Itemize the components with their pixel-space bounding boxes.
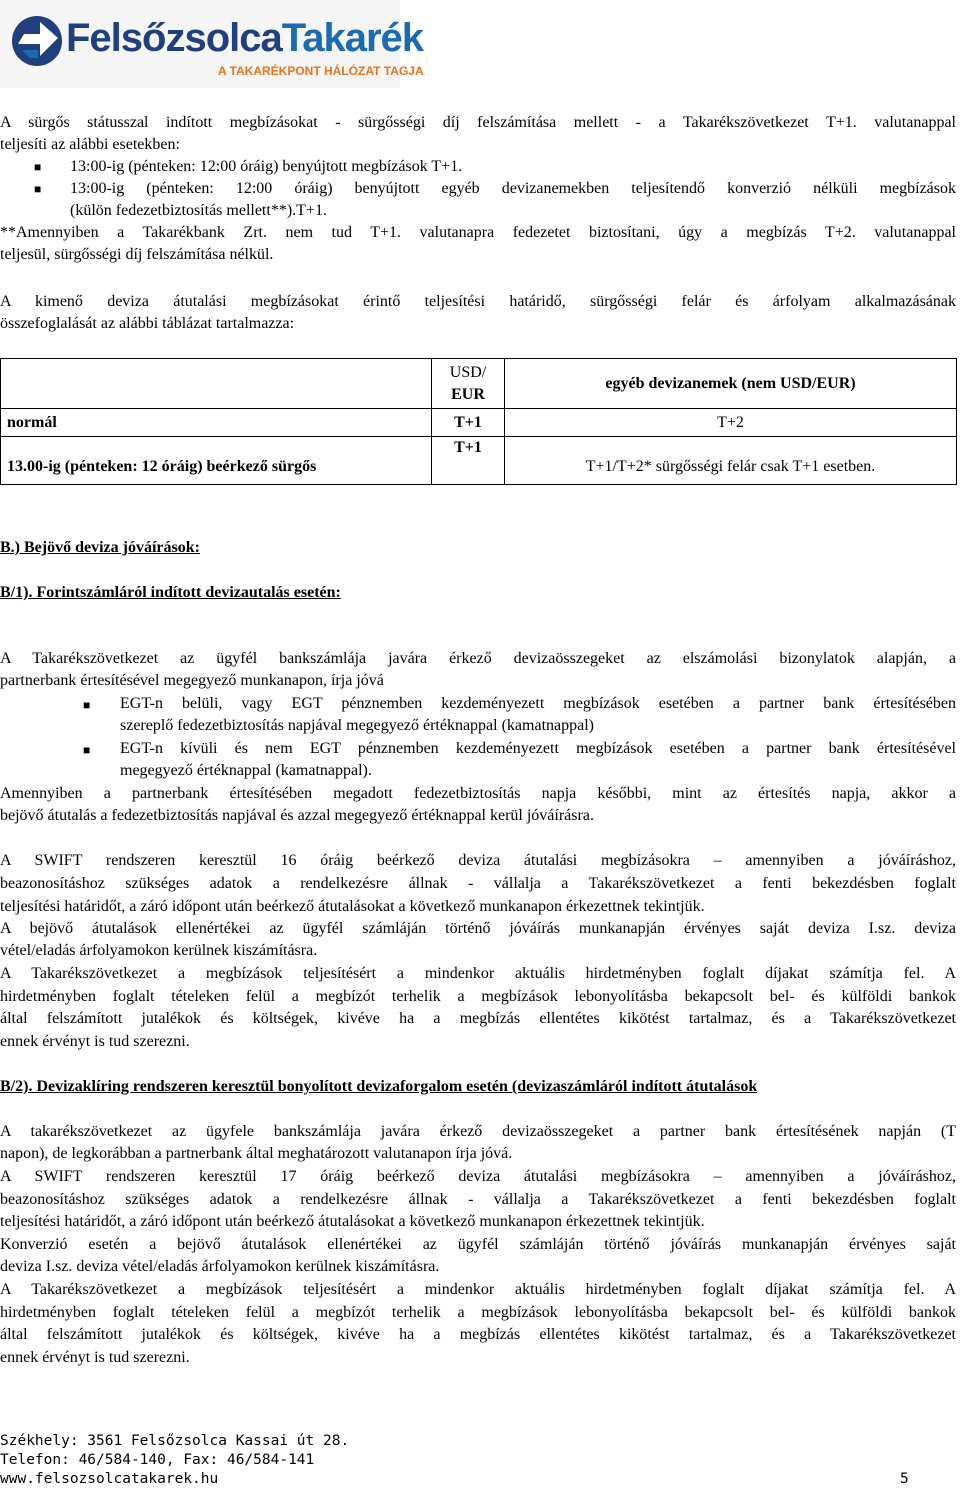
logo-name-part2: Takarék xyxy=(281,16,424,60)
b1-bullet-2-line-1: EGT-n kívüli és nem EGT pénznemben kezdeményezett megbízások esetében a partner bank értesítésével xyxy=(120,740,956,757)
intro-note-line-1: **Amennyiben a Takarékbank Zrt. nem tud T+1. valutanapra fedezetet biztosítani, úgy a megbízás T+2. valutanappal xyxy=(0,224,956,241)
footer-phone: Telefon: 46/584-140, Fax: 46/584-141 xyxy=(0,1452,315,1468)
b1-para-2-line-2: bejövő átutalás a fedezetbiztosítás napjával és azzal megegyező értéknappal kerül jóváírásra. xyxy=(0,807,594,824)
intro-bullet-2-cont: (külön fedezetbiztosítás mellett**).T+1. xyxy=(70,202,327,219)
table-row xyxy=(1,409,957,437)
square-bullet-icon: ■ xyxy=(34,182,42,196)
intro-line-2: teljesíti az alábbi esetekben: xyxy=(0,136,180,153)
table-header-other: egyéb devizanemek (nem USD/EUR) xyxy=(505,359,957,409)
section-b2-heading: B/2). Devizaklíring rendszeren keresztül bonyolított devizaforgalom esetén (devizaszámláról indított átutalások xyxy=(0,1078,758,1095)
b1-para-3-line-2: beazonosításhoz szükséges adatok a rendelkezésre állnak - vállalja a Takarékszövetkezet a fenti bekezdésben foglalt xyxy=(0,875,956,892)
logo-wordmark xyxy=(66,16,423,60)
b2-para-line-5: teljesítési határidőt, a záró időpont után beérkező átutalásokat a következő munkanapon érkezettnek tekintjük. xyxy=(0,1213,705,1230)
b1-para-2-line-1: Amennyiben a partnerbank értesítésében megadott fedezetbiztosítás napja későbbi, mint az értesítés napja, akkor a xyxy=(0,785,956,802)
table-cell-usd: T+1 xyxy=(432,409,505,437)
b2-para-line-10: által felszámított jutalékok és költségek, kivéve ha a megbízás ellentétes kikötést tartalmaz, és a Takarékszövetkezet xyxy=(0,1326,956,1343)
table-header-empty xyxy=(1,359,432,409)
intro-line-1: A sürgős státusszal indított megbízásokat - sürgősségi díj felszámítása mellett - a Takarékszövetkezet T+1. valutanappal xyxy=(0,114,956,131)
table-header-usd: USD/ xyxy=(449,363,487,381)
square-bullet-icon: ■ xyxy=(34,160,42,174)
table-row-label: normál xyxy=(1,409,432,437)
b1-para-3-line-7: hirdetményben foglalt tételeken felül a megbízót terhelik a megbízások lebonyolításba bekapcsolt bel- és külföldi bankok xyxy=(0,988,956,1005)
logo-mark-icon xyxy=(10,14,64,68)
logo-name-part1: Felsőzsolca xyxy=(66,16,282,60)
footer-address: Székhely: 3561 Felsőzsolca Kassai út 28. xyxy=(0,1433,350,1449)
b1-para-3-line-1: A SWIFT rendszeren keresztül 16 óráig beérkező deviza átutalási megbízásokra – amennyiben a jóváíráshoz, xyxy=(0,852,956,869)
b1-para-3-line-5: vétel/eladás árfolyamokon kerülnek kiszámításra. xyxy=(0,942,318,959)
intro-note-line-2: teljesül, sürgősségi díj felszámítása nélkül. xyxy=(0,246,274,263)
section-b1-heading: B/1). Forintszámláról indított devizautalás esetén: xyxy=(0,584,341,601)
footer-website[interactable]: www.felsozsolcatakarek.hu xyxy=(0,1471,219,1487)
logo-tagline: A TAKARÉKPONT HÁLÓZAT TAGJA xyxy=(218,64,424,78)
b1-bullet-1-line-2: szereplő fedezetbiztosítás napjával megegyező értéknappal (kamatnappal) xyxy=(120,717,594,734)
b1-bullet-1-line-1: EGT-n belüli, vagy EGT pénznemben kezdeményezett megbízások esetében a partner bank értesítésében xyxy=(120,695,956,712)
b1-para-1-line-1: A Takarékszövetkezet az ügyfél bankszámlája javára érkező devizaösszegeket az elszámolási bizonylatok alapján, a xyxy=(0,650,956,667)
b2-para-line-7: deviza I.sz. deviza vétel/eladás árfolyamokon kerülnek kiszámításra. xyxy=(0,1258,440,1275)
b1-para-3-line-6: A Takarékszövetkezet a megbízások teljesítésért a mindenkor aktuális hirdetményben foglalt díjakat számítja fel. A xyxy=(0,965,956,982)
intro-bullet-1: 13:00-ig (pénteken: 12:00 óráig) benyújtott megbízások T+1. xyxy=(70,158,463,175)
b2-para-line-2: napon), de legkorábban a partnerbank által meghatározott valutanapon írja jóvá. xyxy=(0,1145,513,1162)
deadline-table xyxy=(0,358,957,485)
section-b-heading: B.) Bejövő deviza jóváírások: xyxy=(0,539,200,556)
b1-para-3-line-3: teljesítési határidőt, a záró időpont után beérkező átutalásokat a következő munkanapon érkezettnek tekintjük. xyxy=(0,898,705,915)
b1-para-3-line-8: által felszámított jutalékok és költségek, kivéve ha a megbízás ellentétes kikötést tartalmaz, és a Takarékszövetkezet xyxy=(0,1010,956,1027)
square-bullet-icon: ■ xyxy=(83,743,91,757)
table-row xyxy=(1,437,957,485)
b2-para-line-11: ennek érvényt is tud szerezni. xyxy=(0,1349,190,1366)
table-header-row xyxy=(1,359,957,409)
table-cell-other: T+1/T+2* sürgősségi felár csak T+1 esetben. xyxy=(505,437,957,485)
b2-para-line-8: A Takarékszövetkezet a megbízások teljesítésért a mindenkor aktuális hirdetményben foglalt díjakat számítja fel. A xyxy=(0,1281,956,1298)
page-number: 5 xyxy=(900,1471,909,1487)
intro-bullet-2: 13:00-ig (pénteken: 12:00 óráig) benyújtott egyéb devizanemekben teljesítendő konverzió nélküli megbízások xyxy=(70,180,956,197)
b1-bullet-2-line-2: megegyező értéknappal (kamatnappal). xyxy=(120,762,372,779)
b1-para-3-line-9: ennek érvényt is tud szerezni. xyxy=(0,1033,190,1050)
table-header-eur: EUR xyxy=(451,385,485,403)
b2-para-line-9: hirdetményben foglalt tételeken felül a megbízót terhelik a megbízások lebonyolításba bekapcsolt bel- és külföldi bankok xyxy=(0,1304,956,1321)
table-cell-other: T+2 xyxy=(505,409,957,437)
b2-para-line-6: Konverzió esetén a bejövő átutalások ellenértékei az ügyfél számláján történő jóváírás munkanapján érvényes saját xyxy=(0,1236,956,1253)
summary-line-1: A kimenő deviza átutalási megbízásokat érintő teljesítési határidő, sürgősségi felár és árfolyam alkalmazásának xyxy=(0,293,956,310)
table-cell-usd: T+1 xyxy=(432,437,505,485)
summary-line-2: összefoglalását az alábbi táblázat tartalmazza: xyxy=(0,315,295,332)
square-bullet-icon: ■ xyxy=(83,698,91,712)
b1-para-1-line-2: partnerbank értesítésével megegyező munkanapon, írja jóvá xyxy=(0,672,384,689)
bank-logo xyxy=(0,0,424,88)
b2-para-line-3: A SWIFT rendszeren keresztül 17 óráig beérkező deviza átutalási megbízásokra – amennyiben a jóváíráshoz, xyxy=(0,1168,956,1185)
table-row-label: 13.00-ig (pénteken: 12 óráig) beérkező sürgős xyxy=(1,437,432,485)
table-header-usd-eur xyxy=(432,359,505,409)
b2-para-line-4: beazonosításhoz szükséges adatok a rendelkezésre állnak - vállalja a Takarékszövetkezet a fenti bekezdésben foglalt xyxy=(0,1191,956,1208)
b2-para-line-1: A takarékszövetkezet az ügyfele bankszámlája javára érkező devizaösszegeket a partner bank értesítésének napján (T xyxy=(0,1123,956,1140)
b1-para-3-line-4: A bejövő átutalások ellenértékei az ügyfél számláján történő jóváírás munkanapján érvényes saját deviza I.sz. deviza xyxy=(0,920,956,937)
